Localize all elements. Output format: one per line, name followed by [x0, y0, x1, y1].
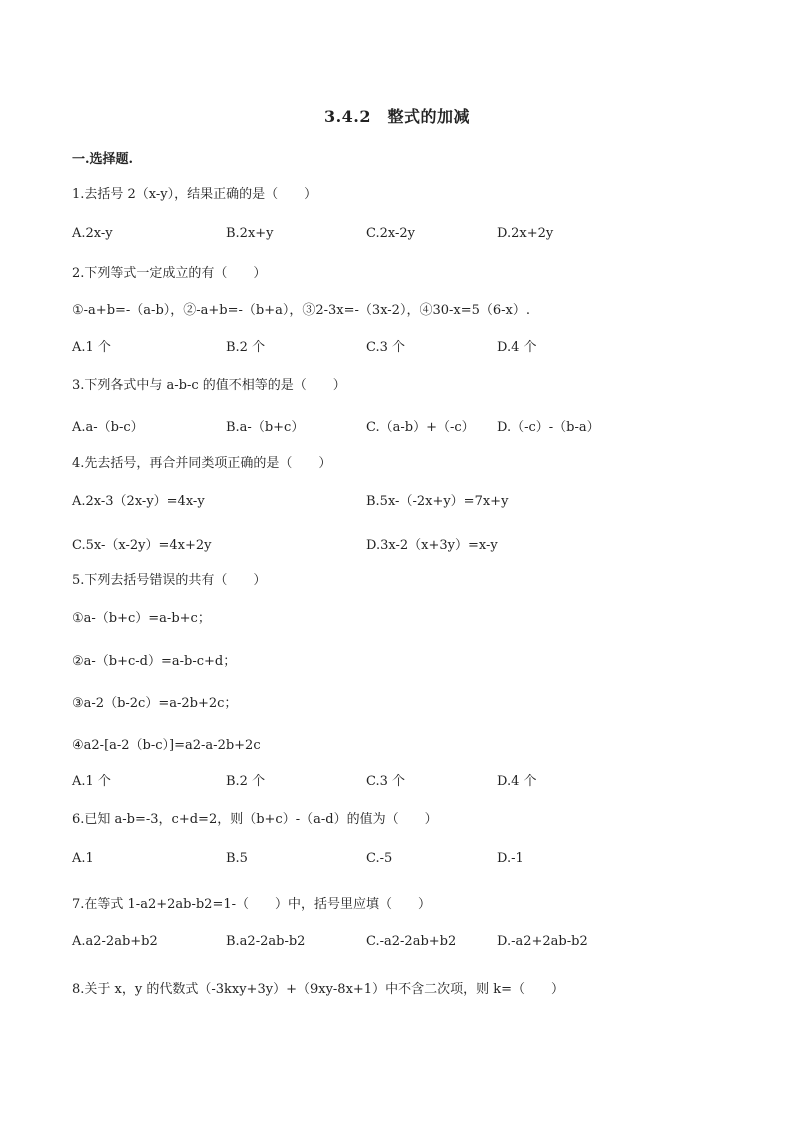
q4-option-c: C.5x-（x-2y）=4x+2y — [72, 538, 212, 553]
q4-option-a: A.2x-3（2x-y）=4x-y — [72, 494, 205, 509]
q2-option-c: C.3 个 — [366, 340, 406, 355]
question-3-stem: 3.下列各式中与 a-b-c 的值不相等的是（ ） — [72, 378, 346, 393]
q5-item-1: ①a-（b+c）=a-b+c； — [72, 611, 211, 626]
page-title: 3.4.2 整式的加减 — [323, 107, 471, 126]
q1-option-b: B.2x+y — [226, 226, 274, 241]
q6-option-b: B.5 — [226, 851, 248, 866]
q7-option-b: B.a2-2ab-b2 — [226, 934, 306, 949]
q3-option-d: D.（-c）-（b-a） — [497, 420, 600, 435]
q7-option-d: D.-a2+2ab-b2 — [497, 934, 588, 949]
q2-option-b: B.2 个 — [226, 340, 266, 355]
q6-option-a: A.1 — [72, 851, 94, 866]
q3-option-b: B.a-（b+c） — [226, 420, 305, 435]
question-2-stem: 2.下列等式一定成立的有（ ） — [72, 266, 267, 281]
question-8-stem: 8.关于 x，y 的代数式（-3kxy+3y）+（9xy-8x+1）中不含二次项，则 k=（ ） — [72, 982, 564, 997]
q4-option-d: D.3x-2（x+3y）=x-y — [366, 538, 498, 553]
q2-option-a: A.1 个 — [72, 340, 111, 355]
q7-option-c: C.-a2-2ab+b2 — [366, 934, 457, 949]
q5-item-3: ③a-2（b-2c）=a-2b+2c； — [72, 696, 238, 711]
q5-item-4: ④a2-[a-2（b-c）]=a2-a-2b+2c — [72, 738, 261, 753]
q5-item-2: ②a-（b+c-d）=a-b-c+d； — [72, 654, 237, 669]
q1-option-c: C.2x-2y — [366, 226, 415, 241]
question-4-stem: 4.先去括号，再合并同类项正确的是（ ） — [72, 456, 332, 471]
question-2-statements: ①-a+b=-（a-b），②-a+b=-（b+a），③2-3x=-（3x-2），④30-x=5（6-x）. — [72, 303, 531, 318]
q3-option-a: A.a-（b-c） — [72, 420, 144, 435]
question-7-stem: 7.在等式 1-a2+2ab-b2=1-（ ）中，括号里应填（ ） — [72, 897, 431, 912]
q2-option-d: D.4 个 — [497, 340, 537, 355]
q1-option-d: D.2x+2y — [497, 226, 554, 241]
question-5-stem: 5.下列去括号错误的共有（ ） — [72, 573, 267, 588]
section-heading: 一.选择题. — [72, 152, 134, 167]
q5-option-c: C.3 个 — [366, 774, 406, 789]
q6-option-d: D.-1 — [497, 851, 524, 866]
q1-option-a: A.2x-y — [72, 226, 113, 241]
q6-option-c: C.-5 — [366, 851, 393, 866]
q7-option-a: A.a2-2ab+b2 — [72, 934, 158, 949]
q5-option-b: B.2 个 — [226, 774, 266, 789]
question-6-stem: 6.已知 a-b=-3，c+d=2，则（b+c）-（a-d）的值为（ ） — [72, 812, 438, 827]
question-1-stem: 1.去括号 2（x-y），结果正确的是（ ） — [72, 187, 318, 202]
q5-option-a: A.1 个 — [72, 774, 111, 789]
q3-option-c: C.（a-b）+（-c） — [366, 420, 475, 435]
q4-option-b: B.5x-（-2x+y）=7x+y — [366, 494, 509, 509]
q5-option-d: D.4 个 — [497, 774, 537, 789]
